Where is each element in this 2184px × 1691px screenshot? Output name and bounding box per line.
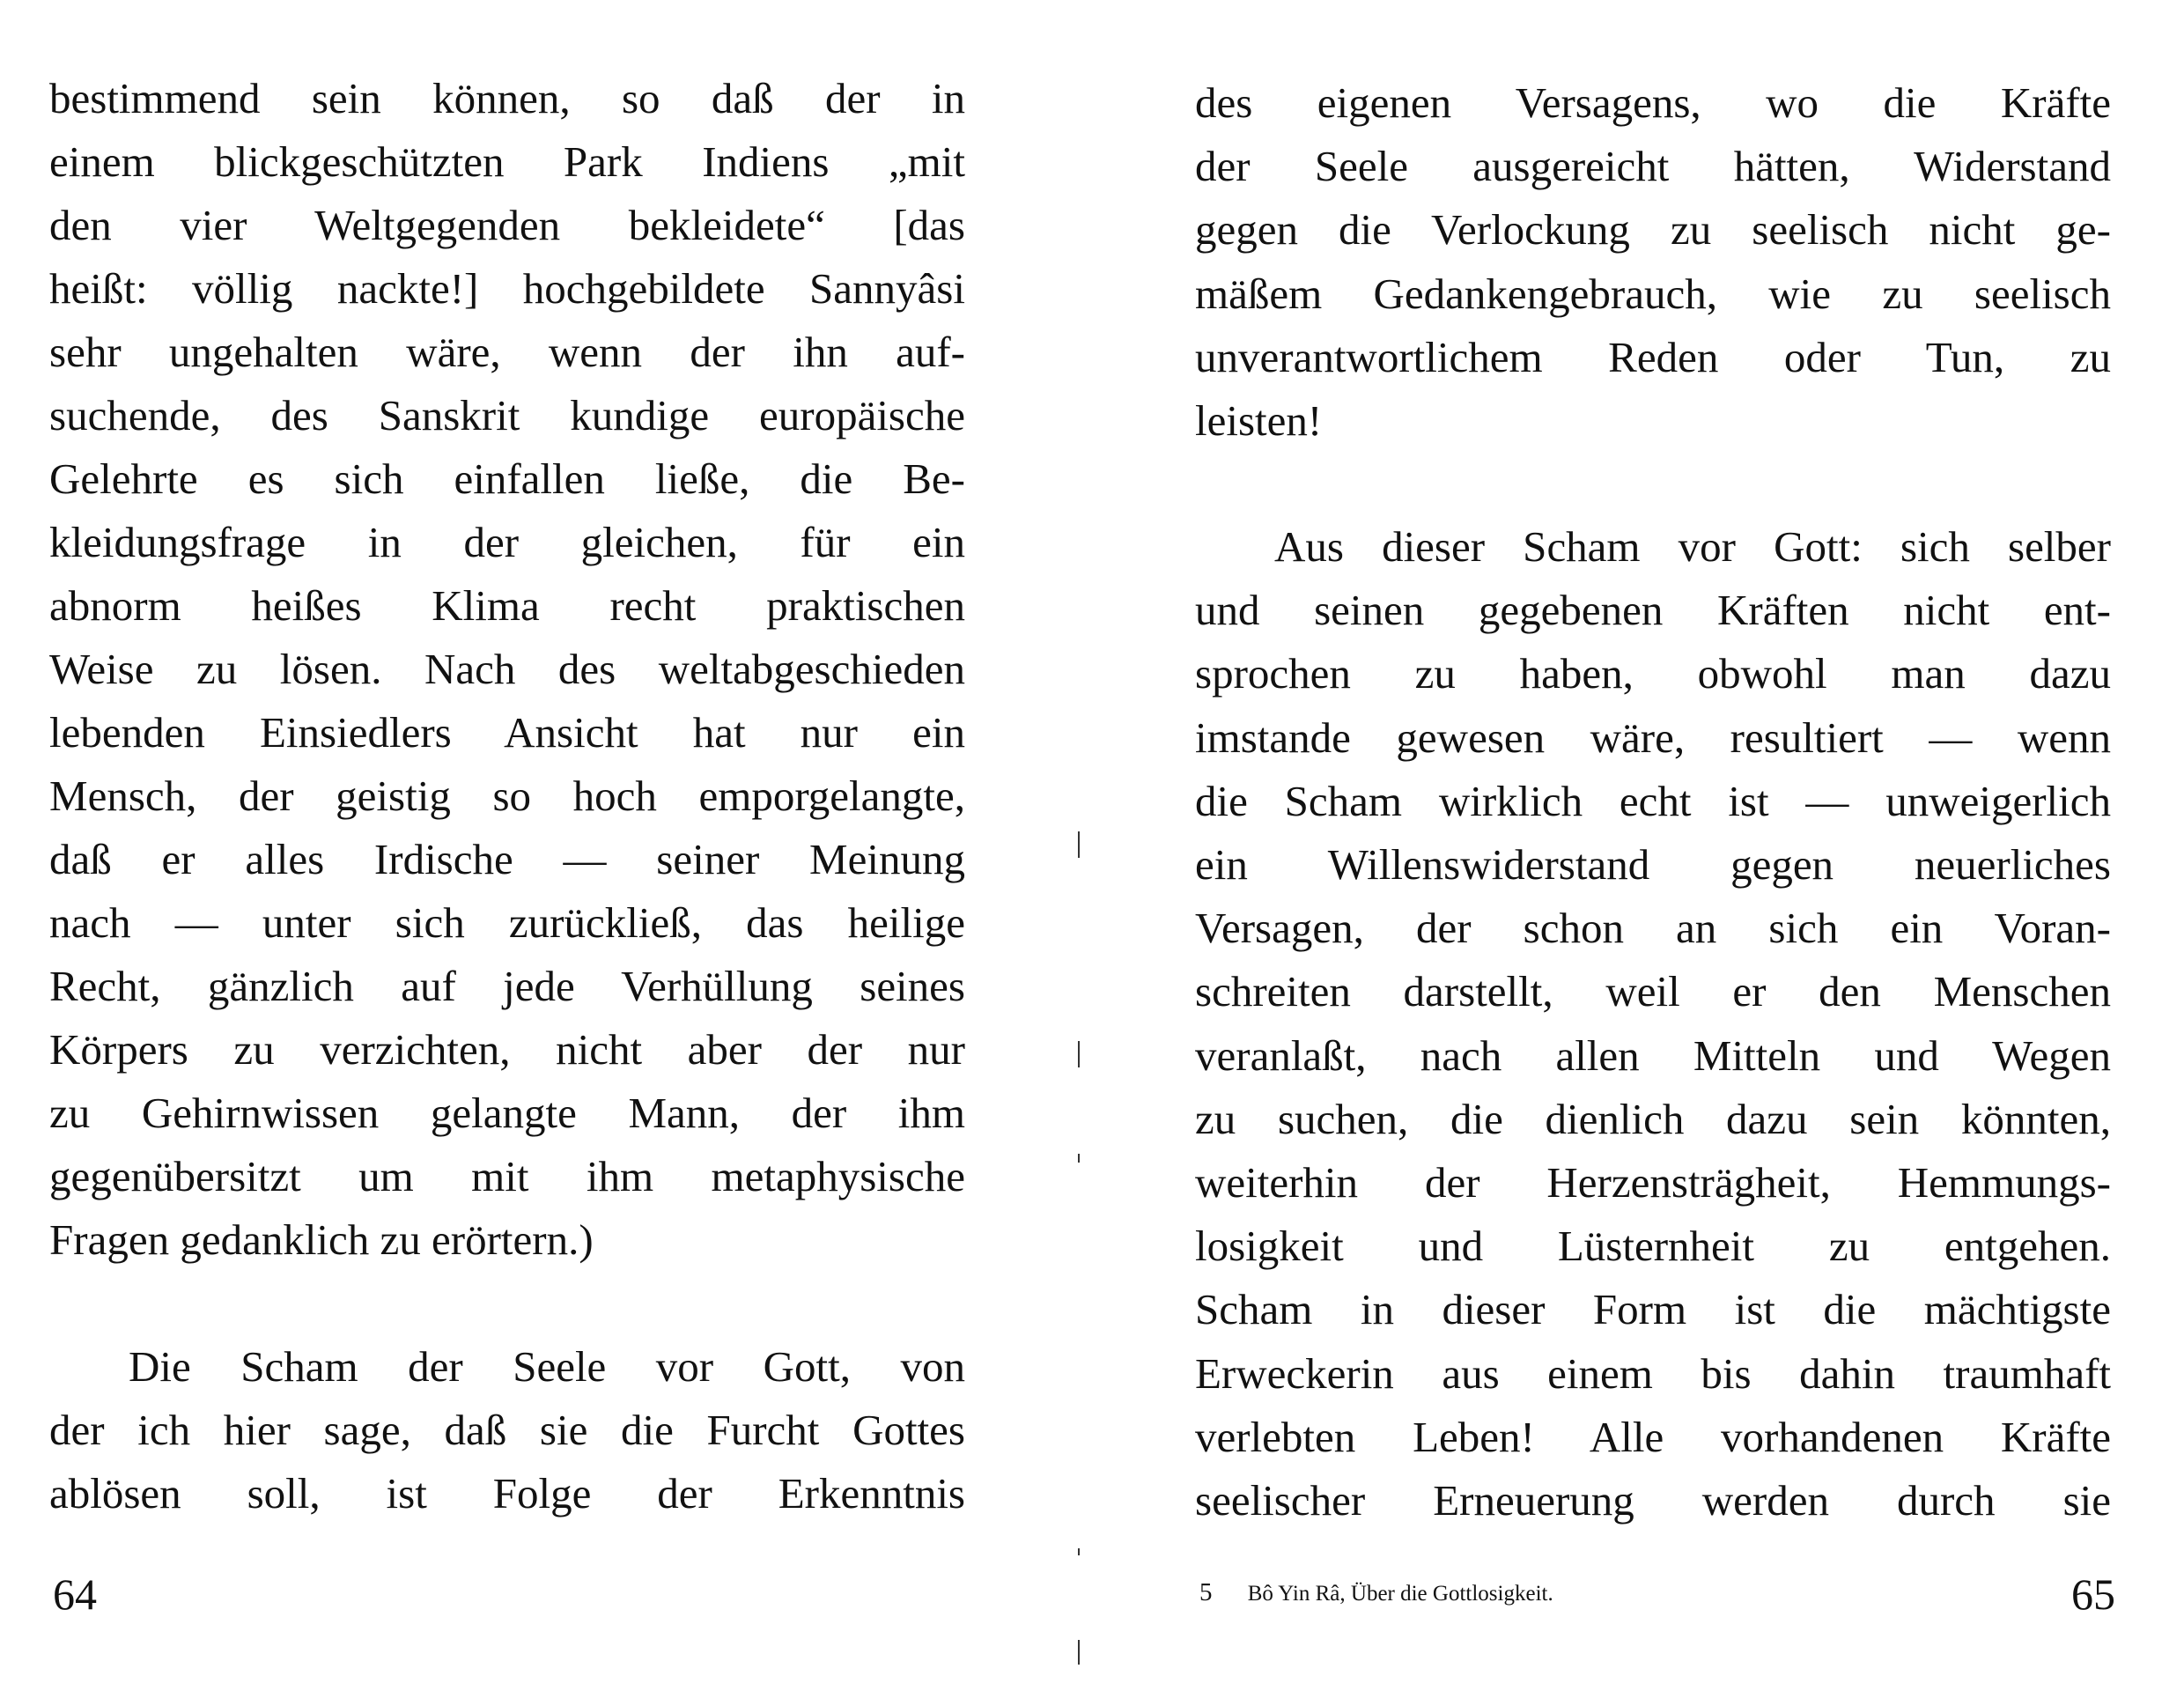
gutter-mark <box>1078 1041 1080 1067</box>
text-line: lebenden Einsiedlers Ansicht hat nur ein <box>49 708 965 757</box>
text-line: losigkeit und Lüsternheit zu entgehen. <box>1195 1222 2111 1271</box>
text-line: weiterhin der Herzensträgheit, Hemmungs- <box>1195 1158 2111 1207</box>
text-line: und seinen gegebenen Kräften nicht ent- <box>1195 586 2111 635</box>
text-line: unverantwortlichem Reden oder Tun, zu <box>1195 332 2111 381</box>
text-line: Weise zu lösen. Nach des weltabgeschieden <box>49 645 965 693</box>
text-line: sprochen zu haben, obwohl man dazu <box>1195 649 2111 698</box>
text-line: Körpers zu verzichten, nicht aber der nur <box>49 1025 965 1074</box>
text-line: einem blickgeschützten Park Indiens „mit <box>49 137 965 186</box>
text-line: gegen die Verlockung zu seelisch nicht ge- <box>1195 205 2111 255</box>
right-page-number: 65 <box>2071 1569 2115 1619</box>
text-line: Aus dieser Scham vor Gott: sich selber <box>1274 522 2111 571</box>
text-line: Gelehrte es sich einfallen ließe, die Be- <box>49 454 965 503</box>
text-line: Mensch, der geistig so hoch emporgelangte, <box>49 772 965 820</box>
text-line: suchende, des Sanskrit kundige europäische <box>49 391 965 439</box>
text-line: nach — unter sich zurückließ, das heilige <box>49 898 965 947</box>
text-line: der Seele ausgereicht hätten, Widerstand <box>1195 142 2111 191</box>
text-line: den vier Weltgegenden bekleidete“ [das <box>49 201 965 249</box>
text-line: imstande gewesen wäre, resultiert — wenn <box>1195 713 2111 762</box>
gutter-mark <box>1078 831 1080 858</box>
text-line: leisten! <box>1195 396 1323 445</box>
gutter-mark <box>1078 1154 1080 1163</box>
text-line: Versagen, der schon an sich ein Voran- <box>1195 904 2111 953</box>
text-line: ablösen soll, ist Folge der Erkenntnis <box>49 1469 965 1517</box>
gutter-mark <box>1078 1640 1080 1665</box>
text-line: die Scham wirklich echt ist — unweigerlich <box>1195 776 2111 825</box>
text-line: seelischer Erneuerung werden durch sie <box>1195 1476 2111 1525</box>
left-page-number: 64 <box>53 1569 97 1619</box>
text-line: sehr ungehalten wäre, wenn der ihn auf- <box>49 328 965 376</box>
text-line: Scham in dieser Form ist die mächtigste <box>1195 1285 2111 1334</box>
text-line: verlebten Leben! Alle vorhandenen Kräfte <box>1195 1412 2111 1461</box>
text-line: des eigenen Versagens, wo die Kräfte <box>1195 78 2111 127</box>
text-line: bestimmend sein können, so daß der in <box>49 74 965 122</box>
text-line: abnorm heißes Klima recht praktischen <box>49 581 965 630</box>
text-line: daß er alles Irdische — seiner Meinung <box>49 835 965 883</box>
text-line: zu Gehirnwissen gelangte Mann, der ihm <box>49 1089 965 1137</box>
book-title-footer: Bô Yin Râ, Über die Gottlosigkeit. <box>1247 1582 1553 1606</box>
footer-signature-line <box>1199 1579 1553 1607</box>
text-line: zu suchen, die dienlich dazu sein könnten, <box>1195 1094 2111 1143</box>
text-line: der ich hier sage, daß sie die Furcht Gottes <box>49 1406 965 1454</box>
text-line: Fragen gedanklich zu erörtern.) <box>49 1215 594 1264</box>
text-line: ein Willenswiderstand gegen neuerliches <box>1195 840 2111 889</box>
text-line: gegenübersitzt um mit ihm metaphysische <box>49 1152 965 1200</box>
signature-mark: 5 <box>1199 1578 1213 1606</box>
gutter-mark <box>1078 1548 1080 1555</box>
text-line: kleidungsfrage in der gleichen, für ein <box>49 518 965 566</box>
text-line: veranlaßt, nach allen Mitteln und Wegen <box>1195 1030 2111 1080</box>
text-line: schreiten darstellt, weil er den Menschen <box>1195 967 2111 1016</box>
text-line: mäßem Gedankengebrauch, wie zu seelisch <box>1195 269 2111 318</box>
text-line: heißt: völlig nackte!] hochgebildete Sannyâsi <box>49 264 965 313</box>
text-line: Die Scham der Seele vor Gott, von <box>129 1342 965 1391</box>
text-line: Erweckerin aus einem bis dahin traumhaft <box>1195 1348 2111 1398</box>
text-line: Recht, gänzlich auf jede Verhüllung seines <box>49 962 965 1010</box>
